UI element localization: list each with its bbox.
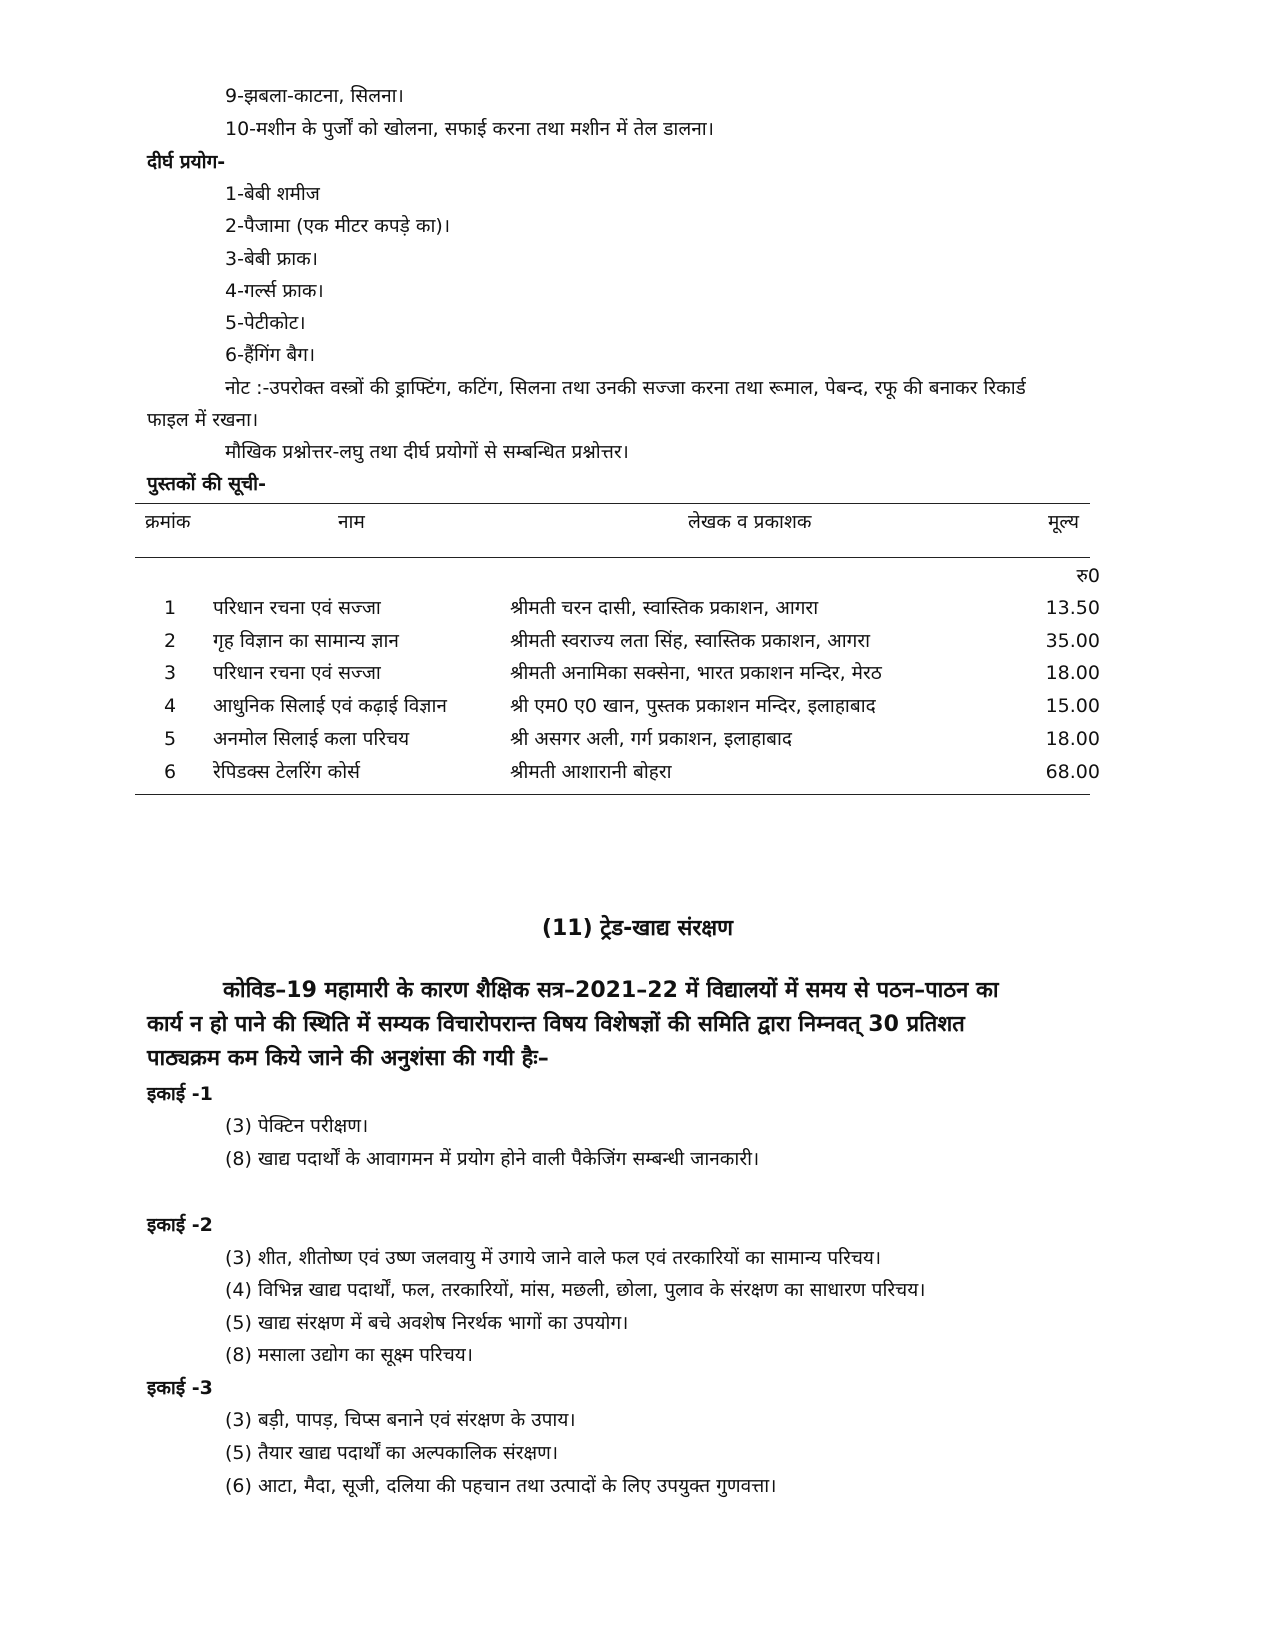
long-practicals-heading: दीर्घ प्रयोग- xyxy=(147,151,226,173)
table-header-rule xyxy=(135,557,1090,558)
unit-item: (8) खाद्य पदार्थों के आवागमन में प्रयोग होने वाली पैकेजिंग सम्बन्धी जानकारी। xyxy=(225,1148,760,1170)
unit-item: (5) तैयार खाद्य पदार्थों का अल्पकालिक संरक्षण। xyxy=(225,1442,559,1464)
unit-item: (3) शीत, शीतोष्ण एवं उष्ण जलवायु में उगाये जाने वाले फल एवं तरकारियों का सामान्य परिचय। xyxy=(225,1247,882,1269)
unit-item: (5) खाद्य संरक्षण में बचे अवशेष निरर्थक भागों का उपयोग। xyxy=(225,1312,629,1334)
unit-item: (4) विभिन्न खाद्य पदार्थों, फल, तरकारियों, मांस, मछली, छोला, पुलाव के संरक्षण का साधारण परिचय। xyxy=(225,1279,926,1301)
header-name: नाम xyxy=(338,511,365,533)
unit-item: (3) पेक्टिन परीक्षण। xyxy=(225,1115,369,1137)
long-practical-item: 2-पैजामा (एक मीटर कपड़े का)। xyxy=(225,215,451,237)
long-practical-item: 1-बेबी शमीज xyxy=(225,183,320,205)
long-practical-item: 6-हैंगिंग बैग। xyxy=(225,344,316,366)
practical-item: 10-मशीन के पुर्जों को खोलना, सफाई करना तथा मशीन में तेल डालना। xyxy=(225,118,714,140)
unit-item: (6) आटा, मैदा, सूजी, दलिया की पहचान तथा उत्पादों के लिए उपयुक्त गुणवत्ता। xyxy=(225,1475,777,1497)
unit-item: (3) बड़ी, पापड़, चिप्स बनाने एवं संरक्षण के उपाय। xyxy=(225,1409,576,1431)
long-practical-item: 4-गर्ल्स फ्राक। xyxy=(225,280,324,302)
header-price: मूल्य xyxy=(1048,511,1080,533)
intro-line: कार्य न हो पाने की स्थिति में सम्यक विचारोपरान्त विषय विशेषज्ञों की समिति द्वारा निम्नवत् 30 प्रतिशत xyxy=(147,1012,965,1037)
table-top-rule xyxy=(135,503,1090,504)
header-author: लेखक व प्रकाशक xyxy=(688,511,812,533)
book-list-heading: पुस्तकों की सूची- xyxy=(147,473,266,495)
note-line: फाइल में रखना। xyxy=(147,409,259,431)
intro-line: कोविड–19 महामारी के कारण शैक्षिक सत्र–2021–22 में विद्यालयों में समय से पठन–पाठन का xyxy=(223,978,999,1003)
header-serial: क्रमांक xyxy=(145,511,191,533)
unit-heading: इकाई -3 xyxy=(147,1377,213,1399)
practical-item: 9-झबला-काटना, सिलना। xyxy=(225,85,404,107)
long-practical-item: 5-पेटीकोट। xyxy=(225,312,306,334)
long-practical-item: 3-बेबी फ्राक। xyxy=(225,248,318,270)
currency-label: रु0 xyxy=(1076,565,1100,587)
document-page: 9-झबला-काटना, सिलना। 10-मशीन के पुर्जों को खोलना, सफाई करना तथा मशीन में तेल डालना। दीर्घ प्रयोग- 1-बेबी शमीज 2-पैजामा (एक मीटर कपड़े का)। 3-बेबी फ्राक। 4-गर्ल्स फ्राक। 5-पेटीकोट। 6-हैंगिंग बैग। नोट :-उपरोक्त वस्त्रों की ड्राफ्टिंग, कटिंग, सिलना तथा उनकी सज्जा करना तथा रूमाल, पेबन्द, रफू की बनाकर रिकार्ड फाइल में रखना। मौखिक प्रश्नोत्तर-लघु तथा दीर्घ प्रयोगों से सम्बन्धित प्रश्नोत्तर। पुस्तकों की सूची- क्रमांक नाम लेखक व प्रकाशक मूल्य रु0 1 परिधान रचना एवं सज्जा श्रीमती चरन दासी, स्वास्तिक प्रकाशन, आगरा 13.50 2 गृह विज्ञान का सामान्य ज्ञान श्रीमती स्वराज्य लता सिंह, स्वास्तिक प्रकाशन, आगरा 35.00 3 परिधान रचना एवं सज्जा श्रीमती अनामिका सक्सेना, भारत प्रकाशन मन्दिर, मेरठ 18.00 4 आधुनिक सिलाई एवं कढ़ाई विज्ञान श्री एम0 ए0 खान, पुस्तक प्रकाशन मन्दिर, इलाहाबाद 15.00 5 अनमोल सिलाई कला परिचय श्री असगर अली, गर्ग प्रकाशन, इलाहाबाद 18.00 6 रेपिडक्स टेलरिंग कोर्स श्रीमती आशारानी बोहरा 68.00 (11) ट्रेड-खाद्य संरक्षण कोविड–19 महामारी के कारण शैक्षिक सत्र–2021–22 में विद्यालयों में समय से पठन–पाठन का कार्य न हो पाने की स्थिति में सम्यक विचारोपरान्त विषय विशेषज्ञों की समिति द्वारा निम्नवत् 30 प्रतिशत पाठ्यक्रम कम किये जाने की अनुशंसा की गयी हैः– इकाई -1 (3) पेक्टिन परीक्षण। (8) खाद्य पदार्थों के आवागमन में प्रयोग होने वाली पैकेजिंग सम्बन्धी जानकारी। इकाई -2 (3) शीत, शीतोष्ण एवं उष्ण जलवायु में उगाये जाने वाले फल एवं तरकारियों का सामान्य परिचय। (4) विभिन्न खाद्य पदार्थों, फल, तरकारियों, मांस, मछली, छोला, पुलाव के संरक्षण का साधारण परिचय। (5) खाद्य संरक्षण में बचे अवशेष निरर्थक भागों का उपयोग। (8) मसाला उद्योग का सूक्ष्म परिचय। इकाई -3 (3) बड़ी, पापड़, चिप्स बनाने एवं संरक्षण के उपाय। (5) तैयार खाद्य पदार्थों का अल्पकालिक संरक्षण। (6) आटा, मैदा, सूजी, दलिया की पहचान तथा उत्पादों के लिए उपयुक्त गुणवत्ता। xyxy=(0,0,1275,1651)
unit-heading: इकाई -1 xyxy=(147,1083,213,1105)
intro-paragraph xyxy=(147,974,1127,1076)
intro-line: पाठ्यक्रम कम किये जाने की अनुशंसा की गयी हैः– xyxy=(147,1046,549,1071)
unit-item: (8) मसाला उद्योग का सूक्ष्म परिचय। xyxy=(225,1344,473,1366)
table-bottom-rule xyxy=(135,794,1090,795)
section-title: (11) ट्रेड-खाद्य संरक्षण xyxy=(541,916,734,941)
note-line: नोट :-उपरोक्त वस्त्रों की ड्राफ्टिंग, कटिंग, सिलना तथा उनकी सज्जा करना तथा रूमाल, पेबन्द, रफू की बनाकर रिकार्ड xyxy=(225,377,1026,399)
viva-line: मौखिक प्रश्नोत्तर-लघु तथा दीर्घ प्रयोगों से सम्बन्धित प्रश्नोत्तर। xyxy=(225,441,629,463)
unit-heading: इकाई -2 xyxy=(147,1214,213,1236)
